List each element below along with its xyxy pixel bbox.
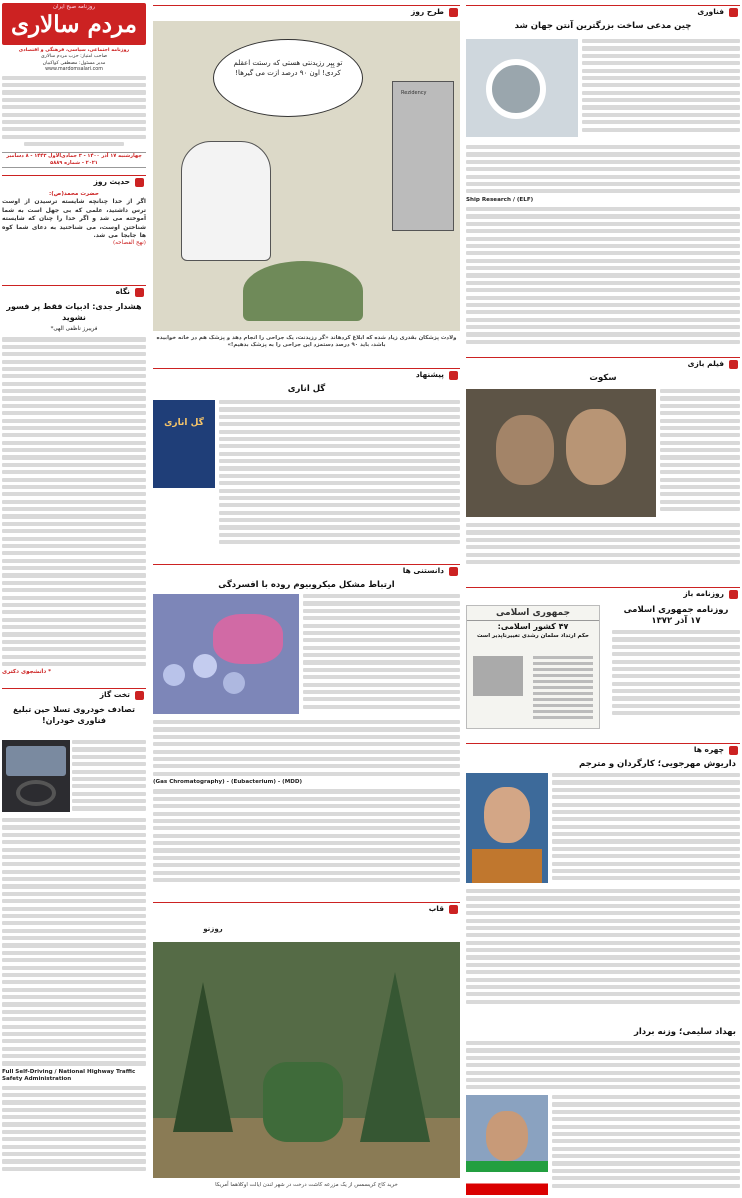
film-section [466, 357, 740, 579]
masthead-info [2, 48, 146, 149]
archive-paper-sub: حکم ارتداد سلمان رشدی تغییرناپذیر است [476, 633, 589, 639]
cartoon-machine [392, 81, 454, 231]
cartoon-doctor [181, 141, 271, 261]
view-author: فریبرز ناظفی الهی* [50, 326, 98, 332]
archive-tag: روزنامه باز [677, 588, 740, 600]
salimi-photo [466, 1095, 548, 1195]
faces-b-body-top [466, 1041, 740, 1093]
archive-text [612, 603, 740, 719]
tech-title: تصادف خودروی تسلا حین تبلیغ فناوری خودران! [13, 705, 135, 725]
hadith-section [2, 175, 146, 277]
archive-paper-headline: ۴۷ کشور اسلامی: [467, 620, 599, 633]
mehrjui-photo [466, 773, 548, 883]
faces-b-body [552, 1095, 740, 1191]
cartoon-caption: ولادت پزشکان بقدری زیاد شده که ابلاغ کردهاند «گر رزیدنت، یک جراحی را انجام دهد و پزشک هم در خانه خوابیده باشد، باید ۹۰ درصد دستمزد این جراحی را به پزشک بدهیم!» [156, 335, 457, 348]
frame-section [153, 902, 460, 1196]
science-terms: (Gas Chromatography) - (Eubacterium) - (MDD) [153, 779, 303, 785]
tech-caption: Full Self-Driving / National Highway Traffic Safety Administration [2, 1068, 136, 1083]
film-body [466, 523, 740, 567]
view-footer: * دانشجوی دکتری [2, 669, 52, 676]
middle-column [151, 0, 462, 1198]
microbiome-image [153, 594, 299, 714]
frame-tag: قاب [423, 903, 460, 915]
hadith-source: (نهج الفصاحه) [113, 240, 146, 247]
issue-date: چهارشنبه ۱۷ آذر ۱۴۰۰ - ۳ جمادی‌الاول ۱۴۴۳ - ۸ دسامبر ۲۰۲۱ - شماره ۵۸۸۹ [2, 152, 146, 168]
tech-tag: تخت گاز [94, 689, 146, 701]
science-section [153, 564, 460, 894]
tech-body-top [72, 740, 146, 814]
fanavari-body-top [582, 39, 740, 135]
masthead-owner: صاحب امتیاز: حزب مردم سالاری [40, 54, 108, 60]
fanavari-tag: فناوری [691, 6, 740, 18]
archive-paper-name: جمهوری اسلامی [495, 608, 571, 618]
speech-bubble: تو پِپِر رزیدنتی هستی که رستت اعقلم کردی! اون ۹۰ درصد ازت می گیرها! [213, 39, 363, 117]
cartoon-tag: طرح روز [405, 6, 460, 18]
hadith-tag: حدیث روز [88, 176, 146, 188]
tesla-dashboard-photo [2, 740, 70, 812]
fanavari-terms: Ship Research / (ELF) [466, 196, 534, 203]
left-column [0, 0, 148, 1198]
book-cover: گل اناری [153, 400, 215, 488]
masthead-subtitle: روزنامه اجتماعی، سیاسی، فرهنگی و اقتصادی [18, 48, 130, 53]
archive-date: ۱۷ آذر ۱۳۷۲ [651, 616, 701, 626]
view-title: هشدار جدی: ادبیات فقط پر فسور نشوید [6, 302, 142, 322]
tech-body [2, 818, 146, 1174]
masthead-director: مدیر مسئول: مصطفی کواکبیان [42, 60, 106, 66]
science-body [153, 720, 460, 885]
cartoon-lab-label: Rezidency [401, 90, 427, 96]
masthead [2, 3, 146, 45]
antenna-photo [466, 39, 578, 137]
view-body [2, 337, 146, 666]
faces-b-title: بهداد سلیمی؛ وزنه بردار [633, 1027, 736, 1037]
film-tag: فیلم بازی [682, 358, 740, 370]
faces-a-title: داریوش مهرجویی؛ کارگردان و مترجم [579, 759, 736, 769]
archive-newspaper-image [466, 605, 600, 729]
science-body-top [303, 594, 460, 712]
suggest-title: گل اناری [287, 384, 326, 394]
masthead-slogan: روزنامه صبح ایران [52, 4, 96, 10]
science-title: ارتباط مشکل میکروبیوم روده با افسردگی [218, 580, 395, 590]
faces-tag: چهره ها [688, 744, 740, 756]
fanavari-title: چین مدعی ساخت بزرگترین آنتن جهان شد [514, 21, 692, 31]
hadith-text: اگر از خدا چنانچه شایسته ترسیدن از اوست ترس داشتید، علمی که بی جهل است به شما آموخته می شد و اگر خدا را چنان که شایسته شناختن اوست، می شناختید به دعای شما کوه ها جابجا می شد. [2, 198, 146, 240]
frame-caption: خرید کاج کریسمس از یک مزرعه کاشت درخت در شهر لندن ایالت اوکلاهما آمریکا [215, 1182, 398, 1188]
fanavari-section [466, 5, 740, 349]
cartoon-image [153, 21, 460, 331]
silence-film-still [466, 389, 656, 517]
cartoon-section [153, 5, 460, 360]
suggest-section [153, 368, 460, 556]
hadith-author: حضرت محمد(ص): [49, 191, 99, 197]
suggest-body [219, 400, 460, 548]
masthead-site[interactable]: www.mardomsalari.com [45, 67, 103, 73]
fanavari-body [466, 145, 740, 347]
suggest-tag: پیشنهاد [410, 369, 460, 381]
view-tag: نگاه [110, 286, 146, 298]
view-section [2, 285, 146, 685]
frame-title: روزنو [203, 925, 223, 933]
christmas-trees-photo [153, 942, 460, 1178]
film-body-top [660, 389, 740, 514]
faces-section [466, 743, 740, 1198]
archive-section [466, 587, 740, 735]
masthead-logo: مردم سالاری [10, 11, 137, 38]
archive-title: روزنامه جمهوری اسلامی [623, 605, 729, 615]
science-tag: دانستنی ها [397, 565, 460, 577]
faces-a-body-top [552, 773, 740, 884]
right-column [464, 0, 742, 1198]
film-title: سکوت [589, 373, 617, 383]
cartoon-money-pile [243, 261, 363, 321]
tech-section [2, 688, 146, 1196]
faces-a-body [466, 889, 740, 1007]
